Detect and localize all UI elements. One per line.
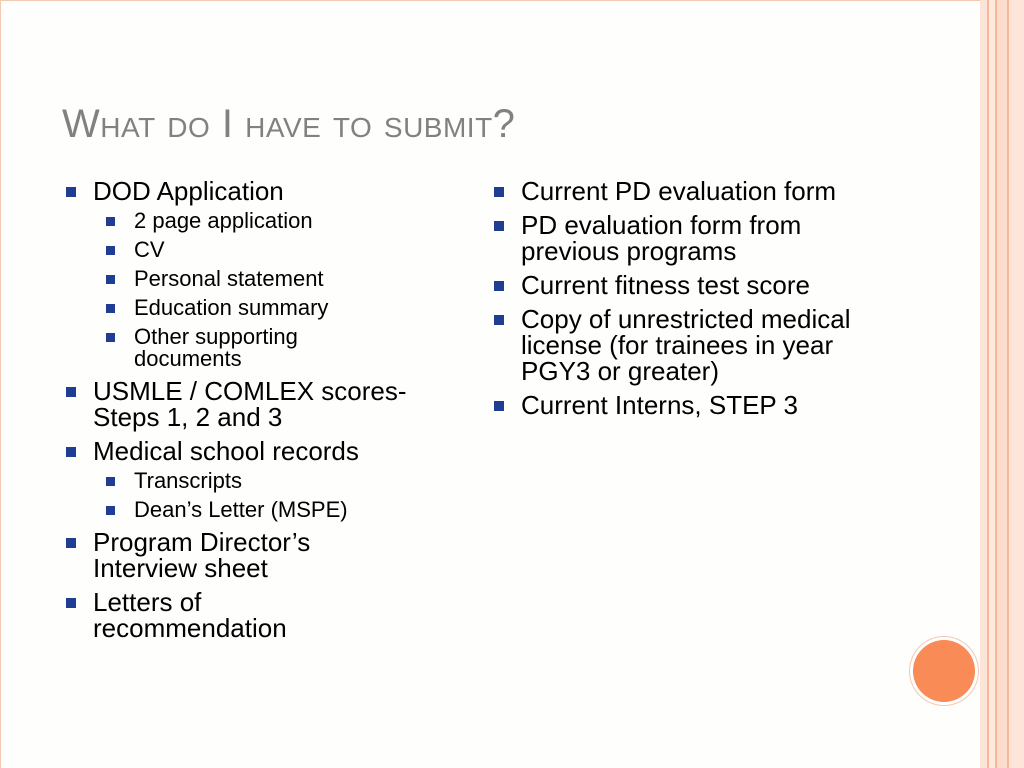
decorative-stripe xyxy=(1009,0,1024,768)
bullet-item xyxy=(490,392,901,418)
square-bullet-icon xyxy=(106,304,115,313)
square-bullet-icon xyxy=(66,598,76,608)
square-bullet-icon xyxy=(494,281,504,291)
bullet-text: Copy of unrestricted medical license (for trainees in year PGY3 or greater) xyxy=(521,304,851,386)
bullet-text: Current Interns, STEP 3 xyxy=(521,390,798,420)
bullet-text: Current fitness test score xyxy=(521,270,810,300)
square-bullet-icon xyxy=(106,477,115,486)
sub-bullet-item xyxy=(62,326,353,370)
square-bullet-icon xyxy=(106,275,115,284)
square-bullet-icon xyxy=(494,187,504,197)
sub-bullet-item xyxy=(62,297,462,319)
sub-bullet-text: Dean’s Letter (MSPE) xyxy=(134,497,348,522)
bullet-text: DOD Application xyxy=(93,176,284,206)
sub-bullet-item xyxy=(62,499,462,521)
sub-bullet-text: CV xyxy=(134,237,165,262)
left-column xyxy=(62,178,462,649)
square-bullet-icon xyxy=(66,187,76,197)
frame-top-line xyxy=(0,0,980,1)
sub-bullet-text: Transcripts xyxy=(134,468,242,493)
sub-list xyxy=(93,470,462,521)
square-bullet-icon xyxy=(494,315,504,325)
square-bullet-icon xyxy=(106,333,115,342)
bullet-item xyxy=(490,306,901,384)
bullet-text: USMLE / COMLEX scores- Steps 1, 2 and 3 xyxy=(93,376,407,432)
frame-left-line xyxy=(0,0,1,768)
bullet-text: Program Director’s Interview sheet xyxy=(93,527,311,583)
sub-bullet-text: Personal statement xyxy=(134,266,324,291)
bullet-text: Medical school records xyxy=(93,436,359,466)
bullet-item xyxy=(62,178,462,370)
bullet-item xyxy=(490,178,841,204)
sub-bullet-text: Other supporting documents xyxy=(134,324,298,371)
square-bullet-icon xyxy=(494,221,504,231)
bullet-text: PD evaluation form from previous programs xyxy=(521,210,802,266)
decorative-stripe xyxy=(980,0,987,768)
sub-bullet-item xyxy=(62,210,462,232)
orange-circle-ornament xyxy=(913,640,975,702)
bullet-item xyxy=(62,438,462,521)
sub-bullet-item xyxy=(62,239,462,261)
square-bullet-icon xyxy=(66,538,76,548)
square-bullet-icon xyxy=(106,217,115,226)
sub-bullet-item xyxy=(62,470,462,492)
square-bullet-icon xyxy=(106,506,115,515)
sub-bullet-item xyxy=(62,268,462,290)
bullet-item xyxy=(490,272,921,298)
bullet-text: Letters of recommendation xyxy=(93,587,287,643)
bullet-text: Current PD evaluation form xyxy=(521,176,837,206)
bullet-item xyxy=(62,378,433,430)
right-column xyxy=(490,178,890,426)
sub-bullet-text: Education summary xyxy=(134,295,329,320)
bullet-item xyxy=(490,212,881,264)
bullet-item xyxy=(62,589,373,641)
square-bullet-icon xyxy=(66,447,76,457)
square-bullet-icon xyxy=(106,246,115,255)
decorative-stripe xyxy=(997,0,1007,768)
slide-title: What do I have to submit? xyxy=(62,102,516,146)
sub-list xyxy=(93,210,462,370)
bullet-item xyxy=(62,529,373,581)
square-bullet-icon xyxy=(66,387,76,397)
sub-bullet-text: 2 page application xyxy=(134,208,313,233)
square-bullet-icon xyxy=(494,401,504,411)
